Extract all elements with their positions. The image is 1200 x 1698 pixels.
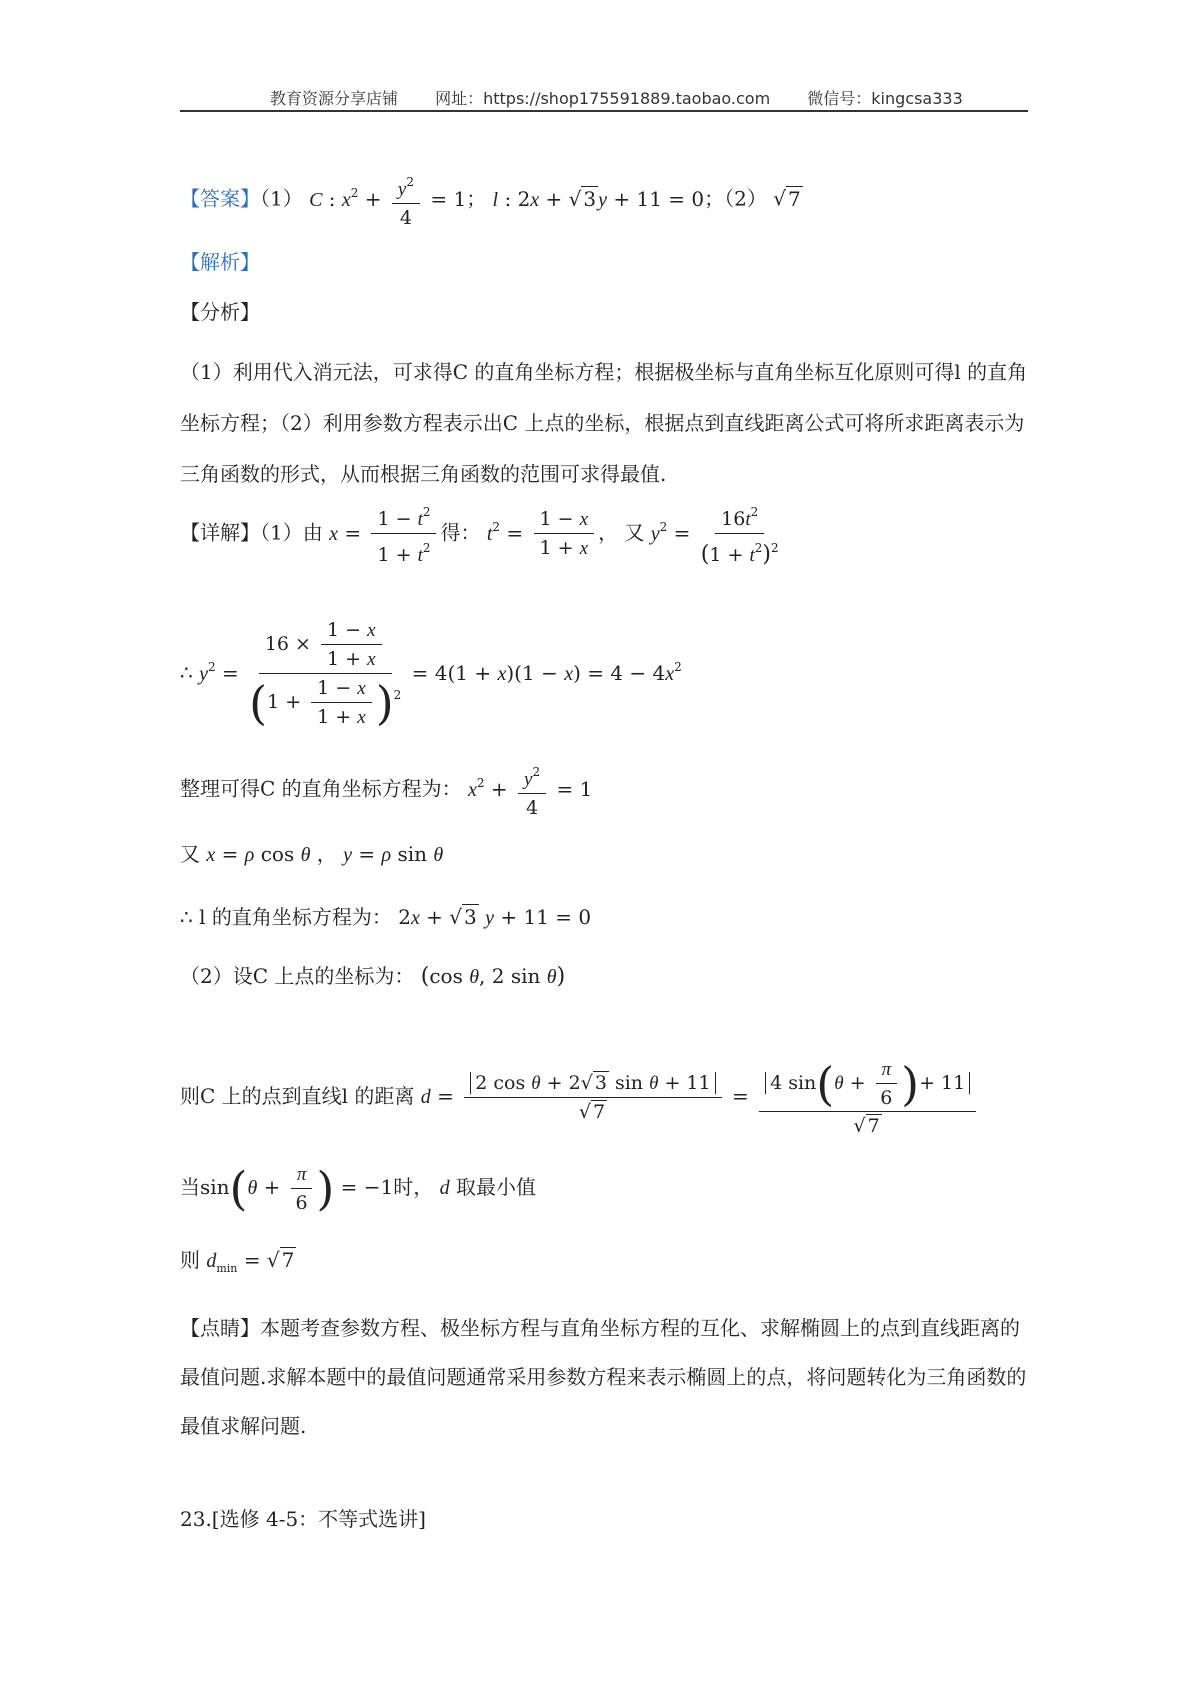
- detail-s1b: 得：: [440, 520, 481, 545]
- eq-point: (cos θ, 2 sin θ): [420, 964, 566, 989]
- detail-when-line: [180, 1162, 536, 1215]
- detail-distance-line: [180, 1057, 980, 1138]
- fenxi-tag: 【分析】: [180, 300, 260, 324]
- eq-l-rect: 2x + √ 3 y + 11 = 0: [398, 905, 592, 929]
- detail-step-you: 又: [180, 842, 200, 866]
- detail-step-2: （2）设C 上点的坐标为：: [180, 964, 415, 988]
- answer-sep1: ；: [466, 186, 487, 211]
- detail-step-when-a: 当: [180, 1175, 200, 1199]
- detail-l-line: [180, 903, 591, 932]
- dianjing-tag: 【点睛】: [180, 1316, 260, 1340]
- eq-when: sin(θ + $\frac{\pi}{6}$ ) = −1: [200, 1161, 394, 1216]
- detail-c-line: [180, 760, 592, 820]
- eq-polar: x = ρ cos θ ， y = ρ sin θ: [206, 842, 444, 866]
- detail-line1: [180, 500, 783, 568]
- detail-step-when-c: 取最小值: [455, 1175, 536, 1199]
- eq-x-t: x = $\frac{1 - t^2}{1 + t^2}$: [329, 521, 440, 545]
- detail-therefore-line: [180, 618, 682, 730]
- answer-line: [180, 170, 803, 230]
- detail-tag: 【详解】: [180, 520, 260, 545]
- detail-polar-line: [180, 840, 443, 869]
- header-wechat: 微信号：kingcsa333: [807, 89, 963, 108]
- detail-min-line: [180, 1246, 296, 1283]
- analysis-tag: 【解析】: [180, 250, 260, 274]
- detail-step-when-b: 时，: [393, 1175, 434, 1199]
- eq-distance: d = $\frac{\text{2 cos θ + 2√ 3 sin θ + 11}}{√ 7}$ = 4 sin(θ + $\frac{\pi}{6}$ )+ 11 √ 7: [421, 1084, 980, 1108]
- answer-tag: 【答案】: [180, 186, 260, 211]
- detail-s1c: ， 又: [598, 520, 645, 545]
- answer-eq-l: l : 2x + √ 3 y + 11 = 0: [492, 186, 705, 211]
- header-url: 网址：https://shop175591889.taobao.com: [435, 89, 771, 108]
- page-header: [270, 86, 995, 109]
- detail-part2-line: [180, 962, 565, 991]
- therefore-symbol: ∴: [180, 660, 193, 685]
- header-shop: 教育资源分享店铺: [270, 89, 399, 108]
- eq-dmin: $d_{min}$ = √ 7: [206, 1248, 295, 1275]
- answer-sep2: ；（2）: [704, 186, 767, 211]
- detail-step-c: 整理可得C 的直角坐标方程为：: [180, 776, 462, 801]
- answer-part1-label: （1）: [260, 186, 303, 211]
- var-d: d: [439, 1177, 450, 1199]
- answer-eq-c: C : $x^2$ + $\frac{y^2}{4}$ = 1: [309, 187, 466, 211]
- dianjing-block: [180, 1304, 1028, 1451]
- header-rule: [180, 110, 1028, 112]
- detail-step-d: 则C 上的点到直线l 的距离: [180, 1084, 415, 1108]
- eq-c-rect: $x^2$ + $\frac{y^2}{4}$ = 1: [468, 777, 592, 801]
- detail-step-min: 则: [180, 1248, 200, 1272]
- eq-y-t: $y^2$ = $\frac{16t^2}{(1 + t^2)^2}$: [651, 521, 783, 545]
- answer-eq-min: √ 7: [773, 186, 801, 211]
- dianjing-text: 本题考查参数方程、极坐标方程与直角坐标方程的互化、求解椭圆上的点到直线距离的最值问题.求解本题中的最值问题通常采用参数方程来表示椭圆上的点，将问题转化为三角函数的最值求解问题.: [180, 1316, 1027, 1438]
- detail-s1a: （1）由: [260, 520, 323, 545]
- detail-step-l: ∴ l 的直角坐标方程为：: [180, 905, 392, 929]
- eq-y-x: $y^2$ = 16 × $\frac{1 - x}{1 + x}$ (1 + $\frac{1 - x}{1 + x}$ )$^2$ = $4(1 + x)(1 - x) = 4 - 4x^2$: [199, 619, 682, 730]
- eq-t-x: $t^2$ = $\frac{1 - x}{1 + x}$: [487, 521, 598, 545]
- fenxi-text: （1）利用代入消元法，可求得C 的直角坐标方程；根据极坐标与直角坐标互化原则可得l 的直角坐标方程；（2）利用参数方程表示出C 上点的坐标，根据点到直线距离公式可将所求距离表示为三角函数的形式，从而根据三角函数的范围可求得最值.: [180, 360, 1028, 486]
- next-question: 23.[选修 4-5：不等式选讲]: [180, 1507, 426, 1531]
